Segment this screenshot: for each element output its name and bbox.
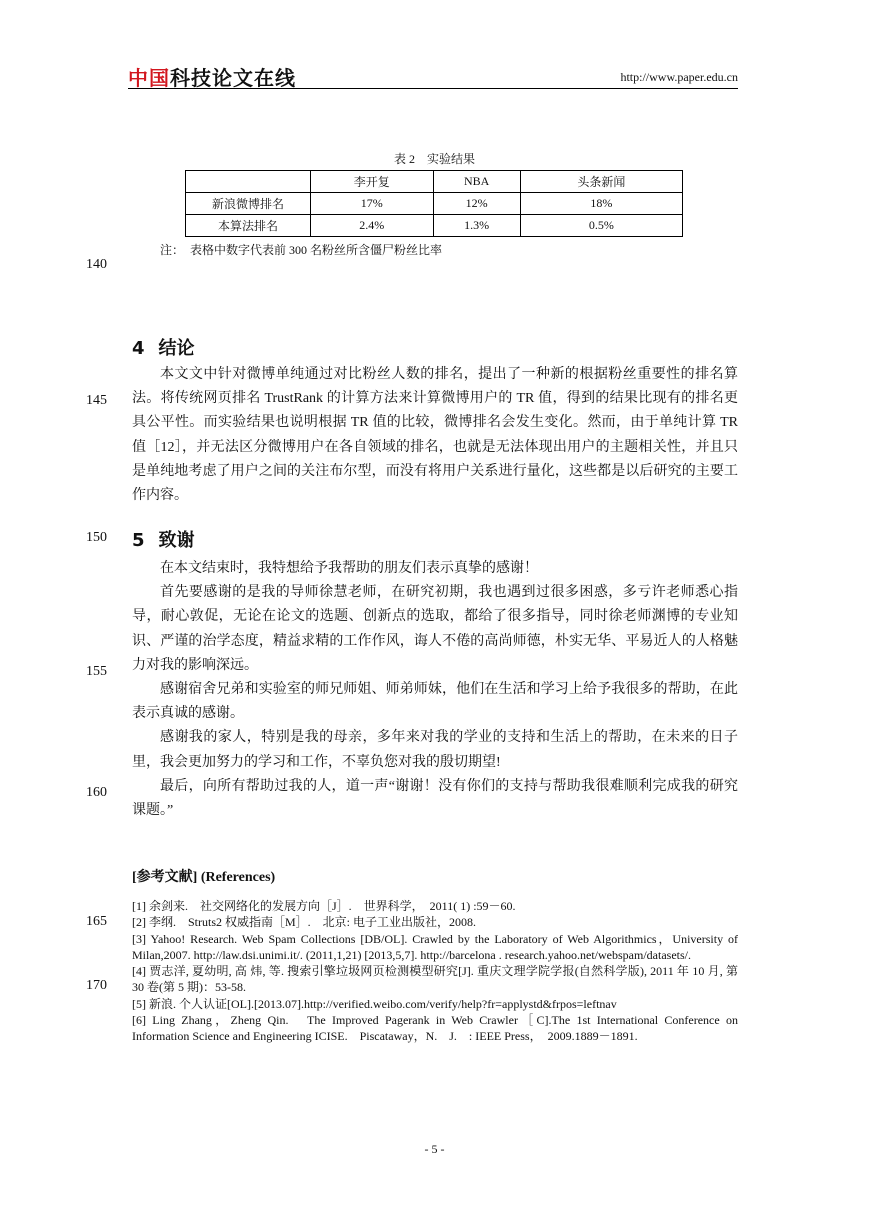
table-note: 注： 表格中数字代表前 300 名粉丝所含僵尸粉丝比率 [160, 243, 443, 257]
section-4-heading [132, 334, 195, 360]
table-header-cell: 头条新闻 [520, 171, 682, 193]
reference-item: [2] 李纲. Struts2 权威指南［M］. 北京: 电子工业出版社，2008. [132, 915, 477, 930]
reference-item: [1] 余剑来. 社交网络化的发展方向［J］. 世界科学， 2011( 1) :59－60. [132, 899, 516, 913]
section-title: 结论 [158, 338, 195, 359]
header-url[interactable]: http://www.paper.edu.cn [620, 70, 738, 84]
paragraph: 最后，向所有帮助过我的人，道一声“谢谢！没有你们的支持与帮助我很难顺利完成我的研究课题。” [132, 778, 738, 819]
paragraph: 感谢我的家人，特别是我的母亲，多年来对我的学业的支持和生活上的帮助，在未来的日子里，我会更加努力的学习和工作，不辜负您对我的殷切期望! [132, 730, 738, 770]
section-number: 5 [132, 530, 145, 551]
table-header-cell: 李开复 [311, 171, 434, 193]
line-number: 155 [86, 664, 107, 679]
table-cell: 新浪微博排名 [186, 193, 311, 215]
section-4-body [132, 363, 738, 508]
line-number: 160 [86, 785, 107, 800]
table-header-cell: NBA [433, 171, 520, 193]
line-number: 165 [86, 914, 107, 929]
logo-red-text: 中国 [128, 66, 170, 90]
table-header-cell [186, 171, 311, 193]
section-title: 致谢 [158, 530, 195, 551]
line-number: 170 [86, 978, 107, 993]
table-row [186, 215, 683, 237]
table-cell: 0.5% [520, 215, 682, 237]
table-row [186, 193, 683, 215]
reference-item: [5] 新浪. 个人认证[OL].[2013.07].http://verified.weibo.com/verify/help?fr=applystd&frpos=leftnav [132, 996, 617, 1011]
paragraph: 在本文结束时，我特想给予我帮助的朋友们表示真挚的感谢！ [160, 561, 538, 576]
page-number: - 5 - [424, 1142, 445, 1156]
table-header-row [186, 171, 683, 193]
line-number: 140 [86, 257, 107, 272]
section-5-body [132, 557, 738, 823]
line-number: 150 [86, 530, 107, 545]
paragraph: 本文文中针对微博单纯通过对比粉丝人数的排名，提出了一种新的根据粉丝重要性的排名算法。将传统网页排名 TrustRank 的计算方法来计算微博用户的 TR 值，得到的结果比现有的排名更具公平性。而实验结果也说明根据 TR 值的比较，微博排名会发生变化。然而，由于单纯计算 TR 值［12］，并无法区分微博用户在各自领域的排名，也就是无法体现出用户的主题相关性，并且只是单纯地考虑了用户之间的关注布尔型，而没有将用户关系进行量化，这些都是以后研究的主要工作内容。 [132, 367, 738, 504]
table-caption: 表 2 实验结果 [393, 152, 475, 166]
references-heading: [参考文献] (References) [132, 870, 276, 885]
line-number: 145 [86, 393, 107, 408]
table-cell: 1.3% [433, 215, 520, 237]
section-5-heading [132, 526, 195, 552]
table-cell: 12% [433, 193, 520, 215]
table-cell: 2.4% [311, 215, 434, 237]
paragraph: 感谢宿舍兄弟和实验室的师兄师姐、师弟师妹，他们在生活和学习上给予我很多的帮助，在此表示真诚的感谢。 [132, 682, 738, 722]
journal-logo [128, 62, 296, 91]
table-cell: 17% [311, 193, 434, 215]
section-number: 4 [132, 338, 145, 359]
page-header [128, 62, 738, 89]
reference-item: [3] Yahoo! Research. Web Spam Collections [DB/OL]. Crawled by the Laboratory of Web Algorithmics，University of Milan,2007. http://law.dsi.unimi.it/. (2011,1,21) [2013,5,7]. http://barcelona . research.yahoo.net/webspam/datasets/. [132, 931, 738, 962]
reference-item: [6] Ling Zhang，Zheng Qin. The Improved Pagerank in Web Crawler［C].The 1st International Conference on Information Science and Engineering ICISE. Piscataway，N. J. : IEEE Press， 2009.1889－1891. [132, 1013, 738, 1044]
paragraph: 首先要感谢的是我的导师徐慧老师，在研究初期，我也遇到过很多困惑，多亏许老师悉心指导，耐心敦促，无论在论文的选题、创新点的选取，都给了很多指导，同时徐老师渊博的专业知识、严谨的治学态度，精益求精的工作作风，诲人不倦的高尚师德，朴实无华、平易近人的人格魅力对我的影响深远。 [132, 585, 738, 673]
reference-item: [4] 贾志洋, 夏幼明, 高 炜, 等. 搜索引擎垃圾网页检测模型研究[J]. 重庆文理学院学报(自然科学版), 2011 年 10 月, 第 30 卷(第 5 期)：53-58. [132, 964, 738, 995]
table-cell: 本算法排名 [186, 215, 311, 237]
references-list [132, 898, 738, 1045]
logo-black-text: 科技论文在线 [170, 66, 296, 90]
results-table [185, 170, 683, 237]
table-cell: 18% [520, 193, 682, 215]
